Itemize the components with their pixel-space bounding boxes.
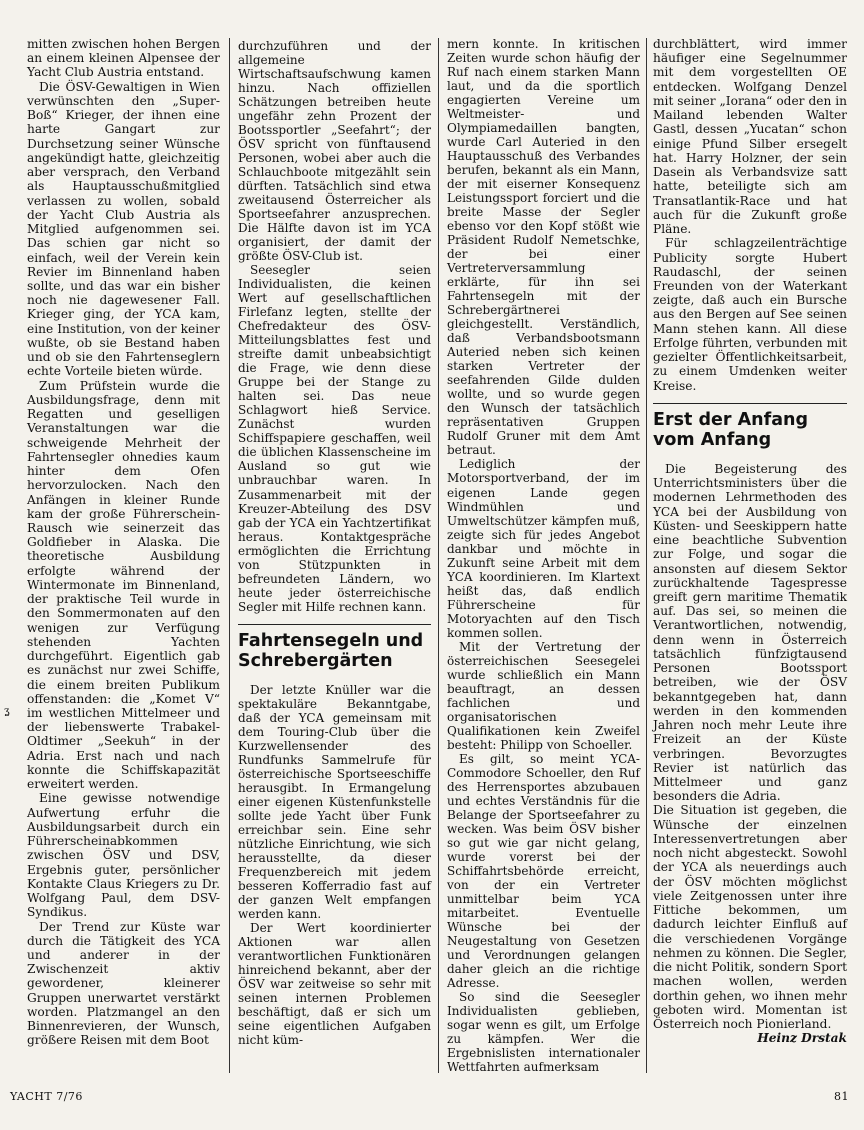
article-column-2 (238, 39, 431, 1047)
paragraph: Die ÖSV-Gewaltigen in Wien verwünschten den „Super-Boß“ Krieger, der ihnen eine harte Gangart zur Durchsetzung seiner Wünsche angekündigt hatte, gleichzeitig aber versprach, den Verband als Hauptausschußmitglied verlassen zu wollen, sobald der Yacht Club Austria als Mitglied aufgenommen sei. Das schien gar nicht so einfach, weil der Verein kein Revier im Binnenland haben sollte, und das war ein bisher noch nie dagewesener Fall. Krieger ging, der YCA kam, eine Institution, von der keiner wußte, ob sie Bestand haben und ob sie den Fahrtenseglern echte Vorteile bieten würde. (27, 79, 220, 379)
article-column-3 (447, 37, 640, 1074)
paragraph: Zum Prüfstein wurde die Ausbildungsfrage, denn mit Regatten und geselligen Veranstaltungen war die schweigende Mehrheit der Fahrtensegler ohnedies kaum hinter dem Ofen hervorzulocken. Nach den Anfängen in kleiner Runde kam der große Führerschein-Rausch wie seinerzeit das Goldfieber in Alaska. Die theoretische Ausbildung erfolgte während der Wintermonate im Binnenland, der praktische Teil wurde in den Sommermonaten auf den wenigen zur Verfügung stehenden Yachten durchgeführt. Eigentlich gab es zunächst nur zwei Schiffe, die einem breiten Publikum offenstanden: die „Komet V“ im westlichen Mittelmeer und der liebenswerte Trabakel-Oldtimer „Seekuh“ in der Adria. Erst nach und nach konnte die Schiffskapazität erweitert werden. (27, 378, 220, 792)
article-column-1 (27, 37, 220, 1048)
column-rule (438, 38, 439, 1073)
paragraph: Für schlagzeilenträchtige Publicity sorgte Hubert Raudaschl, der seinen Freunden von der Waterkant zeigte, daß auch ein Bursche aus den Bergen auf See seinen Mann stehen kann. All diese Erfolge führten, verbunden mit gezielter Öffentlichkeitsarbeit, zu einem Umdenken weiter Kreise. (653, 236, 847, 393)
paragraph: durchzuführen und der allgemeine Wirtschaftsaufschwung kamen hinzu. Nach offiziellen Schätzungen betreiben heute ungefähr zehn Prozent der Bootssportler „Seefahrt“; der ÖSV spricht von fünftausend Personen, wobei aber auch die Schlauchboote mitgezählt sein dürften. Tatsächlich sind etwa zweitausend Österreicher als Sportseefahrer anzusprechen. Die Hälfte davon ist im YCA organisiert, der damit der größte ÖSV-Club ist. (238, 39, 431, 264)
article-column-4 (653, 37, 847, 1045)
paragraph: durchblättert, wird immer häufiger eine Segelnummer mit dem vorgestellten OE entdecken. Wolfgang Denzel mit seiner „Iorana“ oder den in Mailand lebenden Walter Gastl, dessen „Yucatan“ schon einige Pfund Silber ersegelt hat. Harry Holzner, der sein Dasein als Verbandsvize satt hatte, beteiligte sich am Transatlantik-Race und hat auch für die Zukunft große Pläne. (653, 37, 847, 237)
paragraph: Seesegler seien Individualisten, die keinen Wert auf gesellschaftlichen Firlefanz legten, stellte der Chefredakteur des ÖSV-Mitteilungsblattes fest und streifte damit unbeabsichtigt die Frage, wie denn diese Gruppe bei der Stange zu halten sei. Das neue Schlagwort hieß Service. Zunächst wurden Schiffspapiere geschaffen, weil die üblichen Klassenscheine im Ausland so gut wie unbrauchbar waren. In Zusammenarbeit mit der Kreuzer-Abteilung des DSV gab der YCA ein Yachtzertifikat heraus. Kontaktgespräche ermöglichten die Errichtung von Stützpunkten in befreundeten Ländern, wo heute jeder österreichische Segler mit Hilfe rechnen kann. (238, 263, 431, 614)
section-heading: Fahrtensegeln und Schrebergärten (238, 630, 424, 671)
closing-paragraph (653, 803, 847, 1046)
section-divider (653, 403, 847, 404)
margin-mark: ʓ (4, 706, 10, 717)
paragraph-text: Die Situation ist gegeben, die Wünsche der einzelnen Interessenvertretungen aber noch nicht abgesteckt. Sowohl der YCA als neuerdings auch der ÖSV möchten möglichst viele Zeitgenossen unter ihre Fittiche bekommen, um dadurch leichter Einfluß auf die verschiedenen Vorgänge nehmen zu können. Die Segler, die nicht Politik, sondern Sport machen wollen, werden dorthin gehen, wo ihnen mehr geboten wird. Momentan ist Österreich noch Pionierland. (653, 803, 847, 1031)
paragraph: So sind die Seesegler Individualisten geblieben, sogar wenn es gilt, um Erfolge zu kämpfen. Wer die Ergebnislisten internationaler Wettfahrten aufmerksam (447, 990, 640, 1075)
paragraph: Mit der Vertretung der österreichischen Seesegelei wurde schließlich ein Mann beauftragt, an dessen fachlichen und organisatorischen Qualifikationen kein Zweifel besteht: Philipp von Schoeller. (447, 639, 640, 752)
paragraph: Lediglich der Motorsportverband, der im eigenen Lande gegen Windmühlen und Umweltschützer kämpfen muß, zeigte sich für jedes Angebot dankbar und möchte in Zukunft seine Arbeit mit dem YCA koordinieren. Im Klartext heißt das, daß endlich Führerscheine für Motoryachten auf den Tisch kommen sollen. (447, 457, 640, 640)
page-footer-magazine: YACHT 7/76 (10, 1090, 83, 1103)
section-heading: Erst der Anfang vom Anfang (653, 409, 808, 450)
author-byline: Heinz Drstak (757, 1031, 847, 1046)
paragraph: mern konnte. In kritischen Zeiten wurde schon häufig der Ruf nach einem starken Mann laut, und da die sportlich engagierten Vereine um Weltmeister- und Olympiamedaillen bangten, wurde Carl Auteried in den Hauptausschuß des Verbandes berufen, bekannt als ein Mann, der mit eiserner Konsequenz Leistungssport forciert und die breite Masse der Segler ebenso vor den Kopf stößt wie Präsident Rudolf Nemetschke, der bei einer Vertreterversammlung erklärte, für ihn sei Fahrtensegeln mit der Schrebergärtnerei gleichgestellt. Verständlich, daß Verbandsbootsmann Auteried neben sich keinen starken Vertreter der seefahrenden Gilde dulden wollte, und so wurde gegen den Wunsch der tatsächlich repräsentativen Gruppen Rudolf Gruner mit dem Amt betraut. (447, 37, 640, 458)
paragraph: Es gilt, so meint YCA-Commodore Schoeller, den Ruf des Herrensportes abzubauen und echtes Verständnis für die Belange der Sportseefahrer zu wecken. Was beim ÖSV bisher so gut wie gar nicht gelang, wurde vorerst bei der Schiffahrtsbehörde erreicht, von der ein Vertreter unmittelbar beim YCA mitarbeitet. Eventuelle Wünsche bei der Neugestaltung von Gesetzen und Verordnungen gelangen daher gleich an die richtige Adresse. (447, 751, 640, 991)
paragraph: Der Trend zur Küste war durch die Tätigkeit des YCA und anderer in der Zwischenzeit aktiv gewordener, kleinerer Gruppen unerwartet verstärkt worden. Platzmangel an den Binnenrevieren, der Wunsch, größere Reisen mit dem Boot (27, 919, 220, 1048)
paragraph: mitten zwischen hohen Bergen an einem kleinen Alpensee der Yacht Club Austria entstand. (27, 37, 220, 80)
column-rule (646, 38, 647, 1073)
page-number: 81 (834, 1090, 849, 1103)
paragraph: Der Wert koordinierter Aktionen war allen verantwortlichen Funktionären hinreichend bekannt, aber der ÖSV war zeitweise so sehr mit seinen internen Problemen beschäftigt, daß er sich um seine eigentlichen Aufgaben nicht küm- (238, 920, 431, 1048)
section-divider (238, 624, 431, 625)
column-rule (229, 38, 230, 1073)
paragraph: Eine gewisse notwendige Aufwertung erfuhr die Ausbildungsarbeit durch ein Führerscheinabkommen zwischen ÖSV und DSV, Ergebnis guter, persönlicher Kontakte Claus Kriegers zu Dr. Wolfgang Paul, dem DSV-Syndikus. (27, 791, 220, 920)
paragraph: Der letzte Knüller war die spektakuläre Bekanntgabe, daß der YCA gemeinsam mit dem Touring-Club über die Kurzwellensender des Rundfunks Sammelrufe für österreichische Sportseeschiffe herausgibt. In Ermangelung einer eigenen Küstenfunkstelle sollte jede Yacht über Funk erreichbar sein. Eine sehr nützliche Einrichtung, wie sich herausstellte, da dieser Frequenzbereich mit jedem besseren Kofferradio fast auf der ganzen Welt empfangen werden kann. (238, 682, 431, 921)
paragraph: Die Begeisterung des Unterrichtsministers über die modernen Lehrmethoden des YCA bei der Ausbildung von Küsten- und Seeskippern hatte eine beachtliche Subvention zur Folge, und sogar die ansonsten auf diesem Sektor zurückhaltende Tagespresse greift gern maritime Thematik auf. Das sei, so meinen die Verantwortlichen, notwendig, denn wenn in Österreich tatsächlich fünfzigtausend Personen Bootssport betreiben, wie der ÖSV bekanntgegeben hat, dann werden in den kommenden Jahren noch mehr Leute ihre Freizeit an der Küste verbringen. Bevorzugtes Revier ist natürlich das Mittelmeer und ganz besonders die Adria. (653, 461, 847, 804)
